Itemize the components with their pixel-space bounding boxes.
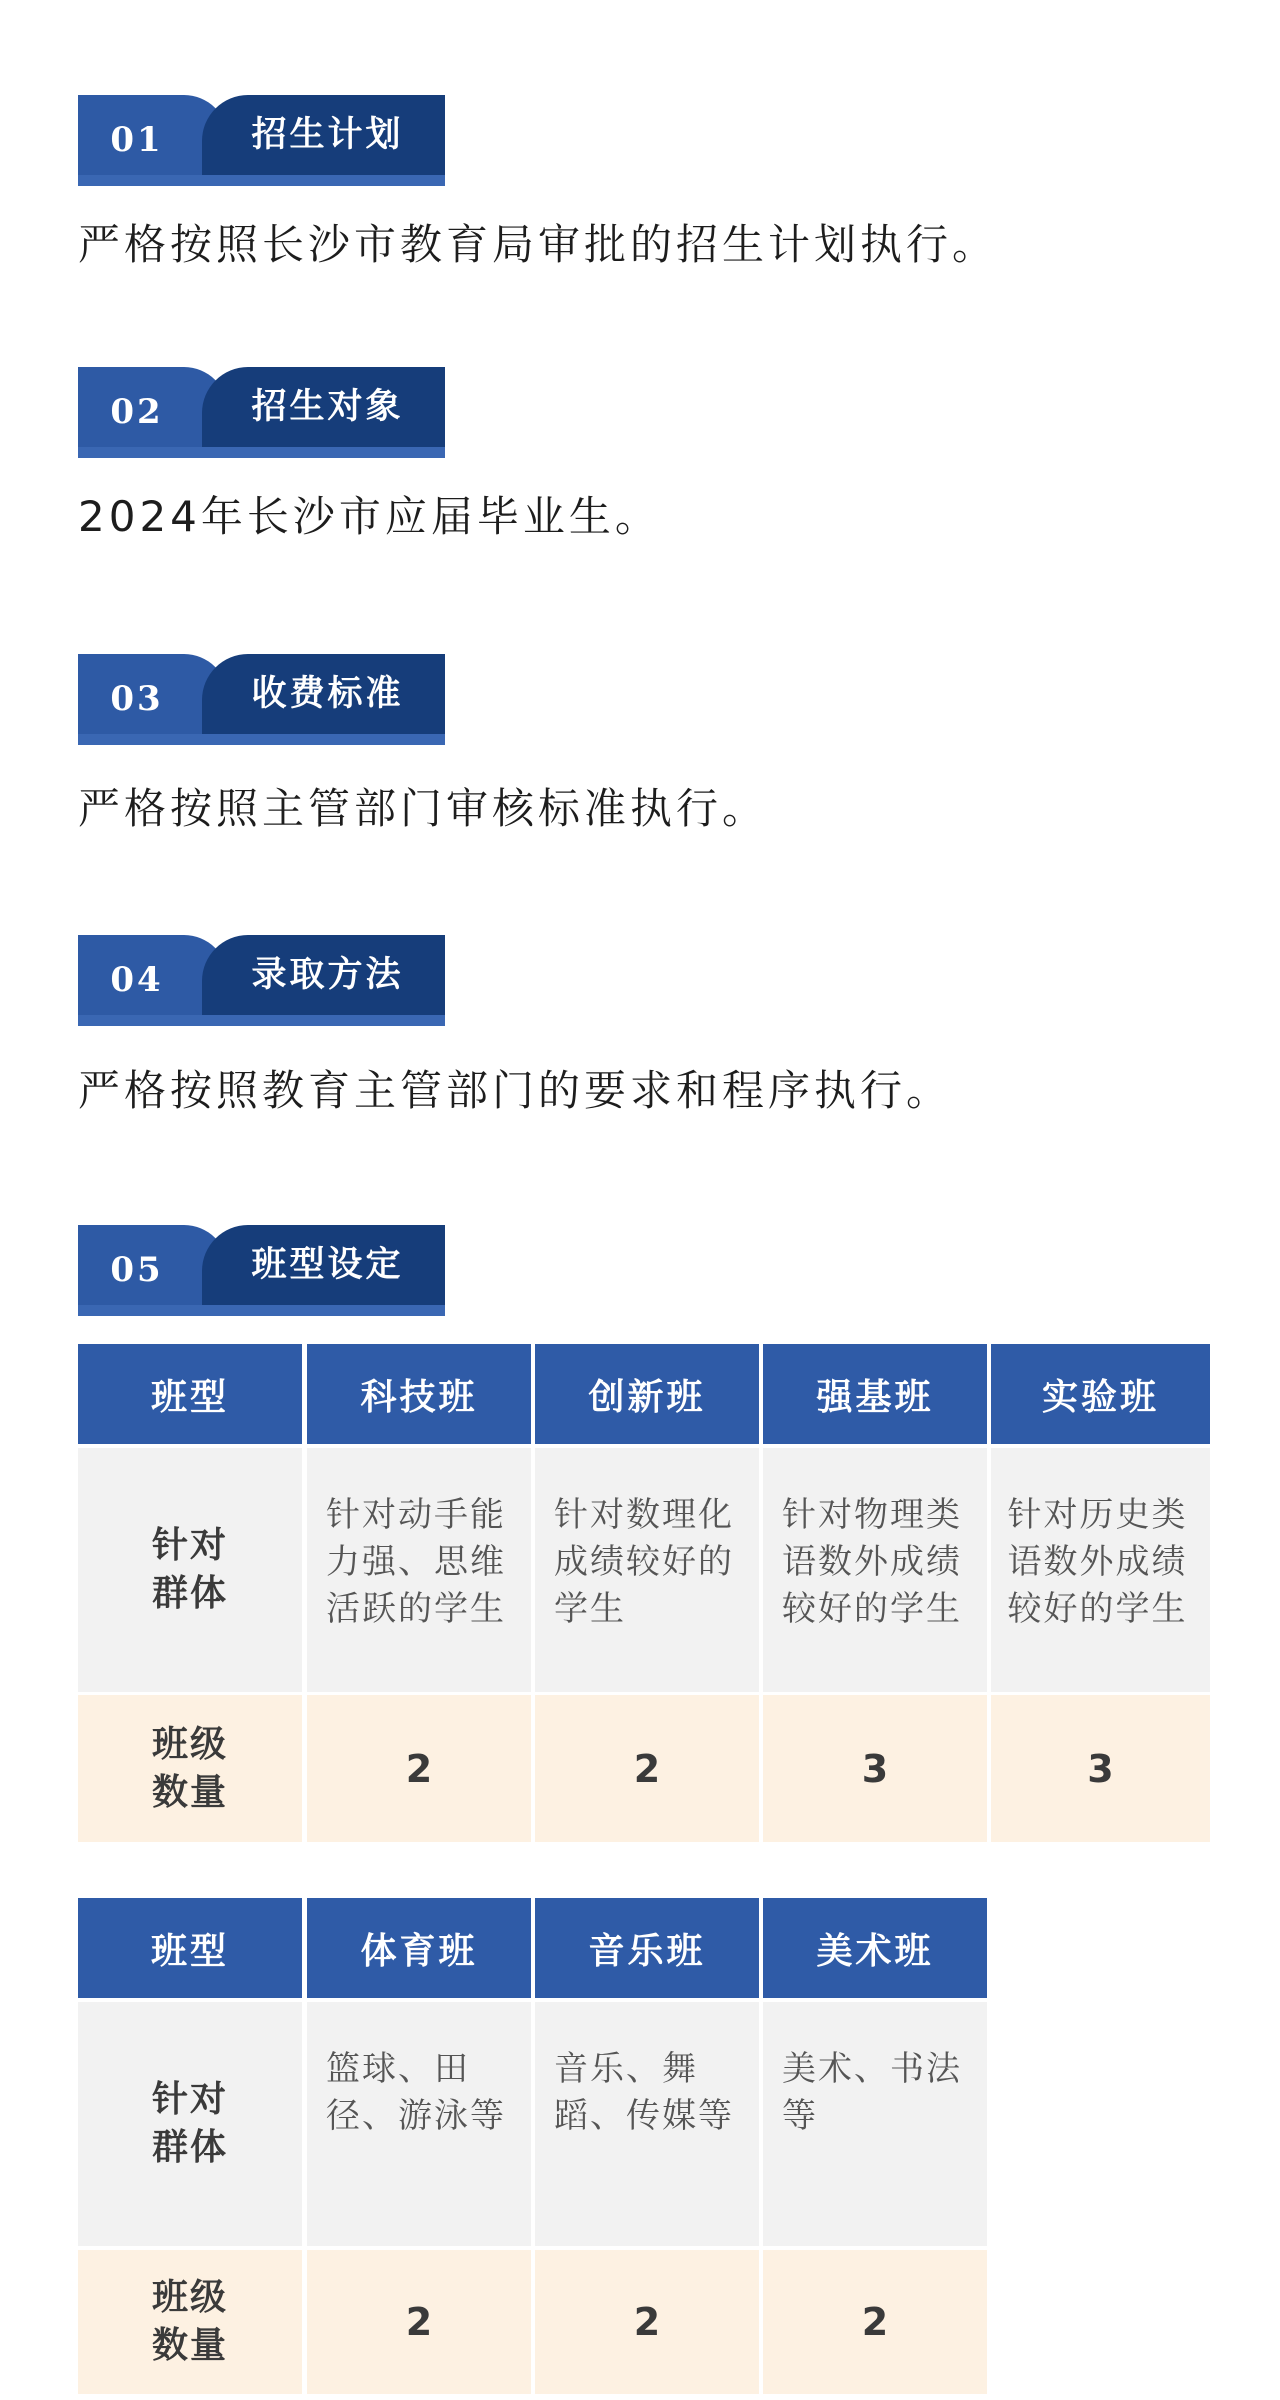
table-header-class: 美术班 [763,1898,987,1998]
table-group-label-cell [78,2002,302,2246]
section-body-04: 严格按照教育主管部门的要求和程序执行。 [78,1066,953,1115]
table-group-cell [307,2002,531,2246]
table-count-value: 3 [861,1746,889,1791]
table-group-cell [535,2002,759,2246]
table-group-text: 针对历史类语数外成绩较好的学生 [1007,1495,1188,1629]
section-number: 03 [110,679,164,719]
section-title: 招生对象 [251,386,404,427]
table-count-label: 班级数量 [151,2277,228,2366]
section-body-01: 严格按照长沙市教育局审批的招生计划执行。 [78,220,999,269]
table-group-cell [763,2002,987,2246]
table-header-class: 音乐班 [535,1898,759,1998]
section-title: 收费标准 [251,673,404,714]
section-body-02: 2024年长沙市应届毕业生。 [78,492,661,541]
table-group-label-cell [78,1448,302,1692]
section-header-01 [78,95,445,186]
table-count-value: 2 [633,2300,661,2344]
table-group-text: 美术、书法等 [782,2049,962,2136]
table-header-class: 体育班 [307,1898,531,1998]
class-type-table-2 [78,1898,987,2394]
table-count-cell [535,2250,759,2394]
section-body-03: 严格按照主管部门审核标准执行。 [78,784,769,833]
section-header-05 [78,1225,445,1316]
table-group-label: 针对群体 [151,1525,228,1614]
table-count-value: 2 [405,1746,433,1791]
table-header-label: 班型 [78,1898,302,1998]
table-count-value: 2 [861,2300,889,2344]
section-number: 01 [110,120,164,160]
table-count-cell [307,2250,531,2394]
table-count-value: 3 [1087,1746,1114,1791]
table-header-class: 创新班 [535,1344,759,1444]
table-count-cell [763,1695,987,1842]
table-group-cell [535,1448,759,1692]
table-group-label: 针对群体 [151,2079,228,2168]
class-type-table-1 [78,1344,1210,1842]
table-header-class: 科技班 [307,1344,531,1444]
section-number: 05 [110,1250,164,1290]
table-count-value: 2 [633,1746,661,1791]
section-title: 录取方法 [251,954,404,995]
table-group-cell [763,1448,987,1692]
section-title: 班型设定 [251,1244,404,1285]
table-group-cell [307,1448,531,1692]
table-count-cell [763,2250,987,2394]
section-header-02 [78,367,445,458]
table-header-label: 班型 [78,1344,302,1444]
section-number: 04 [110,960,164,1000]
table-header-class: 强基班 [763,1344,987,1444]
table-group-text: 针对物理类语数外成绩较好的学生 [782,1495,962,1629]
table-group-text: 针对动手能力强、思维活跃的学生 [326,1495,506,1629]
table-count-value: 2 [405,2300,433,2344]
section-header-03 [78,654,445,745]
table-count-cell [307,1695,531,1842]
section-number: 02 [110,392,164,432]
table-count-label-cell [78,2250,302,2394]
section-header-04 [78,935,445,1026]
table-group-text: 篮球、田径、游泳等 [326,2049,506,2136]
table-count-cell [535,1695,759,1842]
section-title: 招生计划 [251,114,404,155]
table-count-cell [991,1695,1210,1842]
table-count-label-cell [78,1695,302,1842]
table-header-class: 实验班 [991,1344,1210,1444]
table-count-label: 班级数量 [151,1723,228,1813]
table-group-text: 针对数理化成绩较好的学生 [554,1495,734,1629]
table-group-cell [991,1448,1210,1692]
table-group-text: 音乐、舞蹈、传媒等 [554,2049,734,2136]
